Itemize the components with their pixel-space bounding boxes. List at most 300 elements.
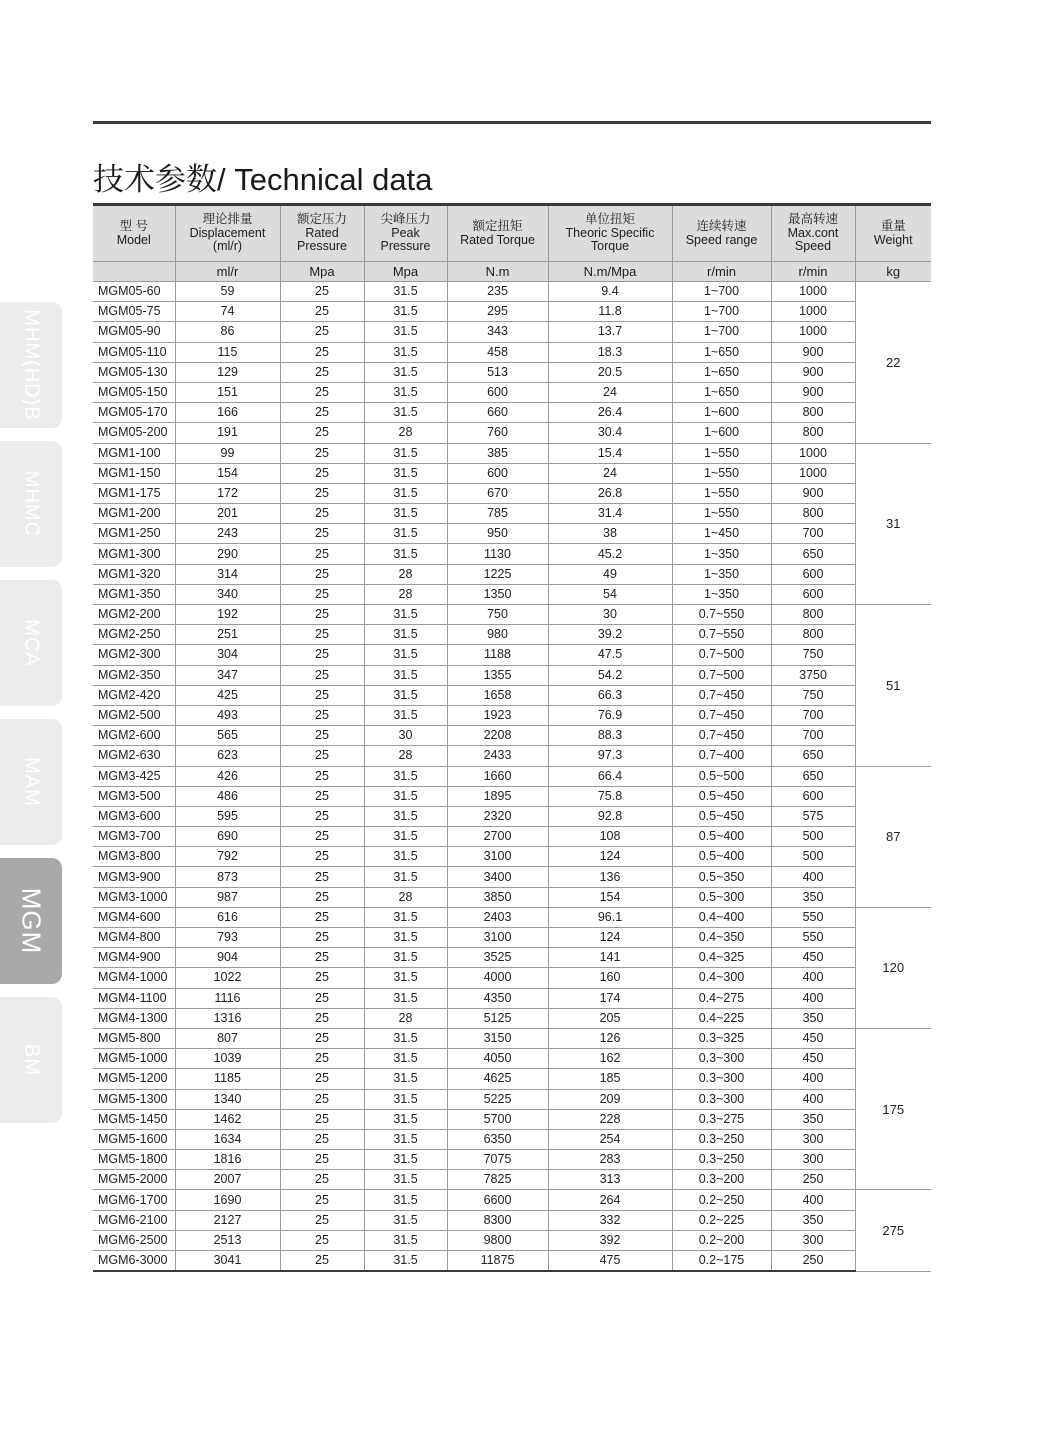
table-row <box>93 806 931 826</box>
cell-max-speed: 500 <box>771 847 855 867</box>
cell-peak-pressure: 31.5 <box>364 302 447 322</box>
cell-rated-pressure: 25 <box>280 342 364 362</box>
cell-weight: 275 <box>855 1190 931 1271</box>
cell-rated-pressure: 25 <box>280 605 364 625</box>
page-title: 技术参数/ Technical data <box>93 162 433 197</box>
cell-rated-pressure: 25 <box>280 726 364 746</box>
unit-displacement: ml/r <box>175 262 280 282</box>
cell-max-speed: 900 <box>771 483 855 503</box>
cell-rated-torque: 5125 <box>447 1008 548 1028</box>
cell-specific-torque: 136 <box>548 867 672 887</box>
cell-max-speed: 600 <box>771 564 855 584</box>
cell-rated-torque: 4350 <box>447 988 548 1008</box>
cell-peak-pressure: 31.5 <box>364 867 447 887</box>
header-en: Weight <box>873 232 913 247</box>
cell-speed-range: 0.5~450 <box>672 806 771 826</box>
cell-specific-torque: 47.5 <box>548 645 672 665</box>
cell-peak-pressure: 31.5 <box>364 1049 447 1069</box>
cell-rated-pressure: 25 <box>280 948 364 968</box>
cell-rated-torque: 2320 <box>447 806 548 826</box>
table-row <box>93 504 931 524</box>
cell-rated-pressure: 25 <box>280 1251 364 1272</box>
cell-max-speed: 750 <box>771 685 855 705</box>
cell-model: MGM2-630 <box>93 746 175 766</box>
cell-speed-range: 0.2~250 <box>672 1190 771 1210</box>
cell-model: MGM2-500 <box>93 705 175 725</box>
cell-specific-torque: 392 <box>548 1230 672 1250</box>
cell-speed-range: 1~700 <box>672 302 771 322</box>
technical-data-table <box>93 203 931 1272</box>
cell-peak-pressure: 31.5 <box>364 1210 447 1230</box>
side-tab-label: MAM <box>20 757 43 807</box>
header-model <box>93 205 175 262</box>
side-tab-mam[interactable] <box>0 719 62 845</box>
side-tab-label: MCA <box>20 619 43 667</box>
cell-rated-pressure: 25 <box>280 746 364 766</box>
cell-speed-range: 1~550 <box>672 504 771 524</box>
cell-peak-pressure: 31.5 <box>364 645 447 665</box>
cell-rated-pressure: 25 <box>280 382 364 402</box>
cell-model: MGM3-700 <box>93 827 175 847</box>
cell-peak-pressure: 31.5 <box>364 1129 447 1149</box>
cell-rated-torque: 3100 <box>447 928 548 948</box>
cell-speed-range: 0.5~500 <box>672 766 771 786</box>
cell-rated-torque: 4000 <box>447 968 548 988</box>
cell-max-speed: 400 <box>771 867 855 887</box>
cell-specific-torque: 24 <box>548 382 672 402</box>
cell-max-speed: 300 <box>771 1129 855 1149</box>
cell-speed-range: 0.4~350 <box>672 928 771 948</box>
cell-peak-pressure: 31.5 <box>364 504 447 524</box>
cell-model: MGM3-900 <box>93 867 175 887</box>
cell-model: MGM6-2100 <box>93 1210 175 1230</box>
header-cn: 单位扭矩 <box>584 212 635 227</box>
cell-peak-pressure: 31.5 <box>364 1069 447 1089</box>
cell-speed-range: 0.3~250 <box>672 1150 771 1170</box>
table-row <box>93 544 931 564</box>
cell-max-speed: 700 <box>771 524 855 544</box>
cell-specific-torque: 30 <box>548 605 672 625</box>
cell-rated-torque: 1350 <box>447 584 548 604</box>
cell-rated-torque: 600 <box>447 382 548 402</box>
cell-displacement: 304 <box>175 645 280 665</box>
cell-rated-pressure: 25 <box>280 1069 364 1089</box>
cell-peak-pressure: 31.5 <box>364 1170 447 1190</box>
cell-peak-pressure: 31.5 <box>364 665 447 685</box>
top-rule <box>93 121 931 124</box>
cell-displacement: 172 <box>175 483 280 503</box>
cell-peak-pressure: 31.5 <box>364 322 447 342</box>
table-row <box>93 968 931 988</box>
header-displacement: 理论排量 Displacement (ml/r) <box>175 205 280 262</box>
cell-rated-torque: 5225 <box>447 1089 548 1109</box>
cell-model: MGM1-150 <box>93 463 175 483</box>
table-row <box>93 766 931 786</box>
cell-rated-pressure: 25 <box>280 1049 364 1069</box>
cell-max-speed: 900 <box>771 382 855 402</box>
cell-specific-torque: 38 <box>548 524 672 544</box>
cell-model: MGM3-1000 <box>93 887 175 907</box>
cell-peak-pressure: 31.5 <box>364 948 447 968</box>
cell-model: MGM4-1100 <box>93 988 175 1008</box>
cell-specific-torque: 45.2 <box>548 544 672 564</box>
cell-max-speed: 900 <box>771 362 855 382</box>
cell-model: MGM1-175 <box>93 483 175 503</box>
cell-specific-torque: 160 <box>548 968 672 988</box>
cell-peak-pressure: 31.5 <box>364 463 447 483</box>
cell-displacement: 904 <box>175 948 280 968</box>
cell-max-speed: 500 <box>771 827 855 847</box>
table-row <box>93 726 931 746</box>
cell-max-speed: 400 <box>771 968 855 988</box>
table-row <box>93 423 931 443</box>
cell-max-speed: 1000 <box>771 322 855 342</box>
cell-displacement: 873 <box>175 867 280 887</box>
table-row <box>93 584 931 604</box>
cell-peak-pressure: 31.5 <box>364 362 447 382</box>
cell-speed-range: 0.7~550 <box>672 625 771 645</box>
cell-rated-torque: 9800 <box>447 1230 548 1250</box>
cell-speed-range: 0.3~200 <box>672 1170 771 1190</box>
cell-displacement: 191 <box>175 423 280 443</box>
cell-peak-pressure: 28 <box>364 887 447 907</box>
cell-rated-pressure: 25 <box>280 1170 364 1190</box>
cell-rated-pressure: 25 <box>280 827 364 847</box>
header-cn: 尖峰压力 <box>380 212 431 227</box>
cell-specific-torque: 31.4 <box>548 504 672 524</box>
table-row <box>93 685 931 705</box>
cell-rated-torque: 2433 <box>447 746 548 766</box>
cell-model: MGM2-350 <box>93 665 175 685</box>
table-row <box>93 1210 931 1230</box>
header-cn: 额定扭矩 <box>472 219 523 233</box>
cell-rated-pressure: 25 <box>280 524 364 544</box>
cell-rated-pressure: 25 <box>280 443 364 463</box>
cell-displacement: 251 <box>175 625 280 645</box>
cell-model: MGM1-300 <box>93 544 175 564</box>
cell-rated-pressure: 25 <box>280 1190 364 1210</box>
cell-rated-torque: 385 <box>447 443 548 463</box>
cell-max-speed: 550 <box>771 928 855 948</box>
cell-max-speed: 400 <box>771 1190 855 1210</box>
cell-displacement: 99 <box>175 443 280 463</box>
cell-rated-torque: 7075 <box>447 1150 548 1170</box>
cell-peak-pressure: 28 <box>364 584 447 604</box>
table-row <box>93 362 931 382</box>
cell-specific-torque: 141 <box>548 948 672 968</box>
cell-rated-torque: 513 <box>447 362 548 382</box>
unit-rated-torque: N.m <box>447 262 548 282</box>
cell-specific-torque: 254 <box>548 1129 672 1149</box>
table-row <box>93 605 931 625</box>
header-cn: 理论排量 <box>202 212 253 227</box>
table-row <box>93 625 931 645</box>
cell-model: MGM4-800 <box>93 928 175 948</box>
cell-model: MGM05-60 <box>93 282 175 302</box>
table-row <box>93 1170 931 1190</box>
cell-rated-torque: 6600 <box>447 1190 548 1210</box>
unit-speed-range: r/min <box>672 262 771 282</box>
cell-max-speed: 350 <box>771 887 855 907</box>
cell-max-speed: 450 <box>771 1028 855 1048</box>
cell-max-speed: 650 <box>771 746 855 766</box>
cell-rated-pressure: 25 <box>280 403 364 423</box>
cell-max-speed: 600 <box>771 584 855 604</box>
table-row <box>93 342 931 362</box>
table-row <box>93 1230 931 1250</box>
cell-displacement: 426 <box>175 766 280 786</box>
cell-rated-pressure: 25 <box>280 625 364 645</box>
cell-rated-torque: 6350 <box>447 1129 548 1149</box>
cell-rated-pressure: 25 <box>280 483 364 503</box>
cell-specific-torque: 185 <box>548 1069 672 1089</box>
cell-model: MGM4-1000 <box>93 968 175 988</box>
cell-max-speed: 1000 <box>771 282 855 302</box>
cell-max-speed: 700 <box>771 705 855 725</box>
cell-rated-torque: 750 <box>447 605 548 625</box>
cell-specific-torque: 75.8 <box>548 786 672 806</box>
header-speed-range <box>672 205 771 262</box>
table-row <box>93 988 931 1008</box>
cell-model: MGM6-3000 <box>93 1251 175 1272</box>
cell-peak-pressure: 31.5 <box>364 1089 447 1109</box>
cell-model: MGM3-600 <box>93 806 175 826</box>
cell-displacement: 129 <box>175 362 280 382</box>
cell-peak-pressure: 31.5 <box>364 342 447 362</box>
header-rated-torque <box>447 205 548 262</box>
unit-specific-torque: N.m/Mpa <box>548 262 672 282</box>
cell-speed-range: 0.3~325 <box>672 1028 771 1048</box>
cell-peak-pressure: 31.5 <box>364 705 447 725</box>
cell-rated-pressure: 25 <box>280 867 364 887</box>
cell-speed-range: 0.4~325 <box>672 948 771 968</box>
cell-rated-pressure: 25 <box>280 685 364 705</box>
side-tab-bm[interactable] <box>0 997 62 1123</box>
cell-displacement: 347 <box>175 665 280 685</box>
cell-speed-range: 0.5~400 <box>672 827 771 847</box>
cell-weight: 31 <box>855 443 931 605</box>
cell-rated-pressure: 25 <box>280 504 364 524</box>
cell-rated-pressure: 25 <box>280 1150 364 1170</box>
cell-displacement: 595 <box>175 806 280 826</box>
cell-max-speed: 700 <box>771 726 855 746</box>
cell-peak-pressure: 31.5 <box>364 968 447 988</box>
cell-speed-range: 1~650 <box>672 362 771 382</box>
cell-displacement: 987 <box>175 887 280 907</box>
cell-max-speed: 750 <box>771 645 855 665</box>
cell-peak-pressure: 31.5 <box>364 928 447 948</box>
cell-specific-torque: 18.3 <box>548 342 672 362</box>
cell-model: MGM5-800 <box>93 1028 175 1048</box>
cell-model: MGM5-2000 <box>93 1170 175 1190</box>
cell-specific-torque: 76.9 <box>548 705 672 725</box>
cell-rated-pressure: 25 <box>280 1129 364 1149</box>
cell-model: MGM05-75 <box>93 302 175 322</box>
cell-speed-range: 0.7~400 <box>672 746 771 766</box>
cell-rated-torque: 2208 <box>447 726 548 746</box>
cell-speed-range: 1~550 <box>672 483 771 503</box>
cell-peak-pressure: 31.5 <box>364 827 447 847</box>
cell-rated-torque: 1130 <box>447 544 548 564</box>
cell-rated-pressure: 25 <box>280 282 364 302</box>
cell-displacement: 166 <box>175 403 280 423</box>
cell-rated-torque: 3850 <box>447 887 548 907</box>
side-tab-mca[interactable] <box>0 580 62 706</box>
cell-speed-range: 1~550 <box>672 443 771 463</box>
table-row <box>93 403 931 423</box>
unit-model <box>93 262 175 282</box>
cell-speed-range: 0.2~200 <box>672 1230 771 1250</box>
cell-rated-torque: 670 <box>447 483 548 503</box>
cell-model: MGM5-1200 <box>93 1069 175 1089</box>
cell-max-speed: 575 <box>771 806 855 826</box>
cell-specific-torque: 26.8 <box>548 483 672 503</box>
cell-max-speed: 400 <box>771 1069 855 1089</box>
cell-displacement: 1316 <box>175 1008 280 1028</box>
side-tab-mhmc[interactable] <box>0 441 62 567</box>
cell-specific-torque: 124 <box>548 847 672 867</box>
cell-displacement: 792 <box>175 847 280 867</box>
header-peak-pressure: 尖峰压力 Peak Pressure <box>364 205 447 262</box>
cell-rated-pressure: 25 <box>280 766 364 786</box>
cell-speed-range: 0.7~450 <box>672 726 771 746</box>
cell-speed-range: 1~600 <box>672 403 771 423</box>
cell-rated-pressure: 25 <box>280 665 364 685</box>
cell-peak-pressure: 31.5 <box>364 605 447 625</box>
cell-rated-pressure: 25 <box>280 1109 364 1129</box>
table-body <box>93 282 931 1272</box>
cell-rated-pressure: 25 <box>280 887 364 907</box>
cell-peak-pressure: 31.5 <box>364 806 447 826</box>
cell-peak-pressure: 28 <box>364 1008 447 1028</box>
cell-max-speed: 400 <box>771 1089 855 1109</box>
cell-model: MGM4-1300 <box>93 1008 175 1028</box>
table-row <box>93 382 931 402</box>
cell-speed-range: 1~450 <box>672 524 771 544</box>
cell-rated-torque: 785 <box>447 504 548 524</box>
cell-displacement: 340 <box>175 584 280 604</box>
cell-specific-torque: 97.3 <box>548 746 672 766</box>
cell-displacement: 1816 <box>175 1150 280 1170</box>
table-row <box>93 1049 931 1069</box>
cell-speed-range: 0.3~250 <box>672 1129 771 1149</box>
cell-rated-torque: 1895 <box>447 786 548 806</box>
cell-rated-torque: 2403 <box>447 907 548 927</box>
cell-peak-pressure: 31.5 <box>364 786 447 806</box>
cell-speed-range: 0.2~225 <box>672 1210 771 1230</box>
cell-speed-range: 0.7~450 <box>672 685 771 705</box>
cell-peak-pressure: 31.5 <box>364 685 447 705</box>
table-row <box>93 1129 931 1149</box>
cell-displacement: 3041 <box>175 1251 280 1272</box>
cell-rated-torque: 11875 <box>447 1251 548 1272</box>
cell-displacement: 2127 <box>175 1210 280 1230</box>
cell-specific-torque: 92.8 <box>548 806 672 826</box>
cell-specific-torque: 39.2 <box>548 625 672 645</box>
cell-peak-pressure: 28 <box>364 746 447 766</box>
cell-max-speed: 800 <box>771 625 855 645</box>
unit-max-speed: r/min <box>771 262 855 282</box>
cell-max-speed: 300 <box>771 1150 855 1170</box>
cell-max-speed: 350 <box>771 1210 855 1230</box>
cell-max-speed: 450 <box>771 948 855 968</box>
cell-peak-pressure: 31.5 <box>364 282 447 302</box>
header-max-speed: 最高转速 Max.cont Speed <box>771 205 855 262</box>
cell-displacement: 493 <box>175 705 280 725</box>
side-tab-label: MHM(HD)B <box>20 309 43 421</box>
cell-max-speed: 1000 <box>771 443 855 463</box>
cell-displacement: 690 <box>175 827 280 847</box>
side-tab-label: MHMC <box>20 470 43 538</box>
cell-specific-torque: 66.3 <box>548 685 672 705</box>
table-row <box>93 847 931 867</box>
cell-weight: 87 <box>855 766 931 907</box>
cell-rated-torque: 1660 <box>447 766 548 786</box>
cell-rated-torque: 1188 <box>447 645 548 665</box>
cell-speed-range: 1~550 <box>672 463 771 483</box>
cell-max-speed: 250 <box>771 1251 855 1272</box>
table-row <box>93 1008 931 1028</box>
cell-specific-torque: 209 <box>548 1089 672 1109</box>
cell-max-speed: 650 <box>771 544 855 564</box>
cell-max-speed: 350 <box>771 1008 855 1028</box>
side-tab-mhmhdb[interactable] <box>0 302 62 428</box>
cell-displacement: 623 <box>175 746 280 766</box>
cell-displacement: 1690 <box>175 1190 280 1210</box>
cell-weight: 120 <box>855 907 931 1028</box>
cell-rated-pressure: 25 <box>280 302 364 322</box>
cell-speed-range: 1~700 <box>672 322 771 342</box>
cell-rated-pressure: 25 <box>280 1028 364 1048</box>
cell-rated-pressure: 25 <box>280 786 364 806</box>
cell-rated-pressure: 25 <box>280 988 364 1008</box>
table-row <box>93 665 931 685</box>
cell-speed-range: 1~350 <box>672 564 771 584</box>
header-en: Speed range <box>685 232 758 247</box>
cell-model: MGM2-420 <box>93 685 175 705</box>
cell-model: MGM3-800 <box>93 847 175 867</box>
cell-speed-range: 0.7~550 <box>672 605 771 625</box>
side-tab-mgm[interactable] <box>0 858 62 984</box>
header-rated-pressure: 额定压力 Rated Pressure <box>280 205 364 262</box>
cell-speed-range: 0.2~175 <box>672 1251 771 1272</box>
cell-speed-range: 1~350 <box>672 584 771 604</box>
cell-max-speed: 3750 <box>771 665 855 685</box>
cell-displacement: 486 <box>175 786 280 806</box>
cell-peak-pressure: 31.5 <box>364 1150 447 1170</box>
cell-model: MGM5-1300 <box>93 1089 175 1109</box>
cell-model: MGM5-1000 <box>93 1049 175 1069</box>
cell-displacement: 59 <box>175 282 280 302</box>
cell-max-speed: 250 <box>771 1170 855 1190</box>
table-row <box>93 948 931 968</box>
cell-speed-range: 0.5~350 <box>672 867 771 887</box>
table-row <box>93 786 931 806</box>
cell-specific-torque: 9.4 <box>548 282 672 302</box>
cell-model: MGM1-350 <box>93 584 175 604</box>
cell-max-speed: 800 <box>771 423 855 443</box>
cell-rated-torque: 295 <box>447 302 548 322</box>
header-cn: 重量 <box>880 219 906 233</box>
cell-peak-pressure: 30 <box>364 726 447 746</box>
cell-rated-torque: 980 <box>447 625 548 645</box>
cell-specific-torque: 24 <box>548 463 672 483</box>
cell-speed-range: 0.7~450 <box>672 705 771 725</box>
cell-max-speed: 600 <box>771 786 855 806</box>
header-cn: 连续转速 <box>696 219 747 233</box>
cell-rated-torque: 1923 <box>447 705 548 725</box>
cell-specific-torque: 124 <box>548 928 672 948</box>
